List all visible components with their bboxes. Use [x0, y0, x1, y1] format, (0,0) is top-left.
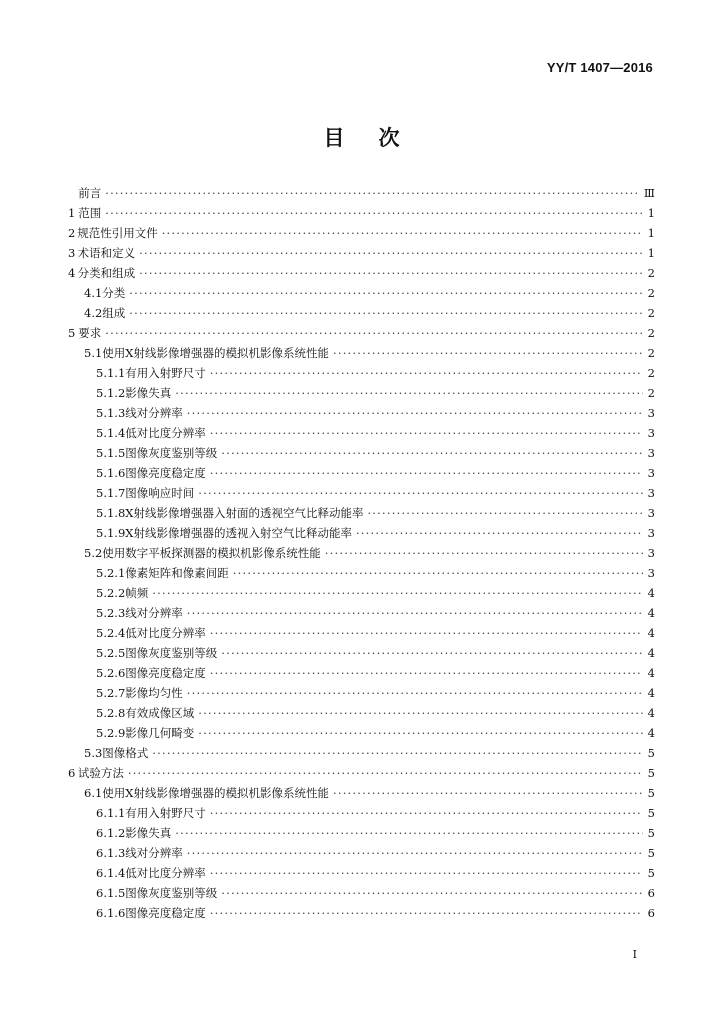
toc-entry[interactable]	[68, 423, 655, 443]
toc-entry-title: 图像灰度鉴别等级	[125, 886, 218, 900]
dot-leader	[129, 303, 643, 323]
toc-entry-title: 低对比度分辨率	[125, 626, 206, 640]
toc-entry-number: 5.3	[84, 746, 103, 760]
toc-entry[interactable]	[68, 183, 655, 203]
toc-entry-page: 4	[647, 666, 655, 680]
toc-entry[interactable]	[68, 663, 655, 683]
dot-leader	[221, 883, 643, 903]
toc-entry-page: 4	[647, 686, 655, 700]
dot-leader	[139, 263, 643, 283]
toc-entry-number: 5.2.1	[96, 566, 126, 580]
toc-entry-page: 3	[647, 566, 655, 580]
toc-entry-page: 2	[647, 306, 655, 320]
dot-leader	[187, 843, 643, 863]
dot-leader	[325, 543, 643, 563]
page-title: 目次	[323, 125, 434, 150]
toc-entry-number: 6.1.6	[96, 906, 126, 920]
toc-entry-number: 5.2.6	[96, 666, 126, 680]
dot-leader	[221, 643, 643, 663]
toc-entry-page: 6	[647, 886, 655, 900]
dot-leader	[210, 423, 643, 443]
toc-entry-number: 6.1.4	[96, 866, 126, 880]
toc-entry-title: 术语和定义	[77, 246, 136, 260]
toc-entry-number: 5	[68, 326, 76, 340]
toc-entry-number: 5.1.5	[96, 446, 126, 460]
toc-entry[interactable]	[68, 203, 655, 223]
toc-entry-page: 1	[647, 226, 655, 240]
dot-leader	[129, 283, 643, 303]
dot-leader	[221, 443, 643, 463]
dot-leader	[210, 663, 643, 683]
toc-entry[interactable]	[68, 263, 655, 283]
toc-entry[interactable]	[68, 403, 655, 423]
toc-entry[interactable]	[68, 603, 655, 623]
dot-leader	[333, 783, 643, 803]
toc-entry-number: 5.2	[84, 546, 103, 560]
toc-entry-title: 像素矩阵和像素间距	[125, 566, 229, 580]
dot-leader	[210, 363, 643, 383]
dot-leader	[175, 383, 643, 403]
toc-entry-page: 3	[647, 546, 655, 560]
dot-leader	[128, 763, 643, 783]
toc-entry-title: 有用入射野尺寸	[125, 806, 206, 820]
toc-entry-page: 4	[647, 606, 655, 620]
toc-entry-page: 6	[647, 906, 655, 920]
toc-entry-page: 2	[647, 266, 655, 280]
dot-leader	[210, 863, 643, 883]
toc-entry-number: 6	[68, 766, 76, 780]
toc-entry-title: X射线影像增强器入射面的透视空气比释动能率	[125, 506, 364, 520]
table-of-contents	[68, 183, 655, 923]
toc-entry-number: 6.1.2	[96, 826, 126, 840]
toc-entry-title: 使用数字平板探测器的模拟机影像系统性能	[102, 546, 321, 560]
toc-entry-page: 2	[647, 386, 655, 400]
dot-leader	[105, 323, 643, 343]
dot-leader	[139, 243, 643, 263]
dot-leader	[187, 403, 643, 423]
toc-entry-page: 3	[647, 466, 655, 480]
dot-leader	[210, 803, 643, 823]
dot-leader	[198, 723, 643, 743]
toc-entry[interactable]	[68, 243, 655, 263]
toc-entry-title: 帧频	[125, 586, 149, 600]
toc-entry-page: 5	[647, 746, 655, 760]
toc-entry-number: 5.1	[84, 346, 103, 360]
toc-entry-page: 2	[647, 326, 655, 340]
toc-entry[interactable]	[68, 683, 655, 703]
dot-leader	[210, 623, 643, 643]
dot-leader	[198, 483, 643, 503]
toc-entry-page: 3	[647, 506, 655, 520]
dot-leader	[356, 523, 643, 543]
toc-entry-page: 4	[647, 586, 655, 600]
toc-entry-number: 3	[68, 246, 76, 260]
toc-entry-title: 使用X射线影像增强器的模拟机影像系统性能	[102, 786, 329, 800]
toc-entry[interactable]	[68, 723, 655, 743]
toc-entry-number: 5.2.4	[96, 626, 126, 640]
toc-entry[interactable]	[68, 643, 655, 663]
toc-entry-number: 5.1.2	[96, 386, 126, 400]
toc-entry-number: 5.1.4	[96, 426, 126, 440]
dot-leader	[175, 823, 643, 843]
toc-entry-title: 低对比度分辨率	[125, 866, 206, 880]
toc-entry[interactable]	[68, 323, 655, 343]
dot-leader	[233, 563, 643, 583]
toc-entry[interactable]	[68, 463, 655, 483]
toc-entry-number: 5.1.1	[96, 366, 126, 380]
toc-entry-page: 3	[647, 486, 655, 500]
dot-leader	[367, 503, 643, 523]
toc-entry[interactable]	[68, 343, 655, 363]
standard-code: YY/T 1407—2016	[546, 60, 653, 75]
toc-entry-page: 1	[647, 206, 655, 220]
toc-entry-number: 5.2.8	[96, 706, 126, 720]
toc-entry-page: 5	[647, 866, 655, 880]
toc-entry-title: 要求	[78, 326, 102, 340]
toc-entry[interactable]	[68, 283, 655, 303]
toc-entry-number: 5.2.3	[96, 606, 126, 620]
toc-entry-title: 前言	[78, 186, 102, 200]
toc-entry-title: 影像均匀性	[125, 686, 183, 700]
toc-entry-title: 有效成像区域	[125, 706, 195, 720]
toc-entry-page: Ⅲ	[643, 186, 655, 200]
toc-entry[interactable]	[68, 383, 655, 403]
toc-entry-title: 图像灰度鉴别等级	[125, 446, 218, 460]
toc-entry-page: 3	[647, 426, 655, 440]
toc-entry-page: 2	[647, 346, 655, 360]
toc-entry-title: 图像灰度鉴别等级	[125, 646, 218, 660]
toc-entry[interactable]	[68, 843, 655, 863]
toc-entry-number: 1	[68, 206, 76, 220]
toc-entry-title: 影像失真	[125, 826, 172, 840]
toc-entry-title: 图像亮度稳定度	[125, 666, 206, 680]
toc-entry-title: 图像亮度稳定度	[125, 466, 206, 480]
dot-leader	[187, 603, 643, 623]
dot-leader	[210, 903, 643, 923]
dot-leader	[187, 683, 643, 703]
toc-entry[interactable]	[68, 363, 655, 383]
toc-entry-title: X射线影像增强器的透视入射空气比释动能率	[125, 526, 352, 540]
toc-entry-title: 图像亮度稳定度	[125, 906, 206, 920]
toc-entry-page: 4	[647, 726, 655, 740]
page-number: Ⅰ	[632, 948, 637, 961]
toc-entry-page: 3	[647, 406, 655, 420]
dot-leader	[198, 703, 643, 723]
toc-entry-number: 5.1.6	[96, 466, 126, 480]
toc-entry[interactable]	[68, 563, 655, 583]
toc-entry[interactable]	[68, 883, 655, 903]
dot-leader	[210, 463, 643, 483]
toc-entry[interactable]	[68, 903, 655, 923]
dot-leader	[152, 583, 643, 603]
toc-entry-page: 1	[647, 246, 655, 260]
toc-entry[interactable]	[68, 783, 655, 803]
toc-entry-title: 规范性引用文件	[77, 226, 158, 240]
toc-entry-number: 6.1.1	[96, 806, 126, 820]
toc-entry-title: 影像几何畸变	[125, 726, 195, 740]
toc-entry-number: 6.1.3	[96, 846, 126, 860]
toc-entry[interactable]	[68, 863, 655, 883]
toc-entry[interactable]	[68, 583, 655, 603]
dot-leader	[333, 343, 643, 363]
toc-entry-number: 6.1.5	[96, 886, 126, 900]
dot-leader	[105, 203, 643, 223]
toc-entry-number: 5.2.5	[96, 646, 126, 660]
toc-entry-number: 4	[68, 266, 76, 280]
toc-entry-number: 5.2.2	[96, 586, 126, 600]
toc-entry-title: 组成	[102, 306, 126, 320]
toc-entry-page: 5	[647, 846, 655, 860]
toc-entry-title: 有用入射野尺寸	[125, 366, 206, 380]
toc-entry-title: 分类	[102, 286, 126, 300]
toc-entry[interactable]	[68, 483, 655, 503]
toc-entry-title: 图像格式	[102, 746, 149, 760]
toc-entry[interactable]	[68, 763, 655, 783]
toc-entry[interactable]	[68, 823, 655, 843]
dot-leader	[105, 183, 640, 203]
toc-entry-page: 3	[647, 446, 655, 460]
toc-entry-title: 分类和组成	[77, 266, 136, 280]
toc-entry-number: 5.2.7	[96, 686, 126, 700]
toc-entry-page: 4	[647, 706, 655, 720]
toc-entry-number: 5.1.8	[96, 506, 126, 520]
toc-entry-number: 4.2	[84, 306, 103, 320]
toc-entry-page: 3	[647, 526, 655, 540]
toc-entry-number: 5.2.9	[96, 726, 126, 740]
toc-entry[interactable]	[68, 523, 655, 543]
toc-entry-number: 5.1.7	[96, 486, 126, 500]
toc-entry-title: 影像失真	[125, 386, 172, 400]
toc-entry-number: 2	[68, 226, 76, 240]
toc-entry-number: 4.1	[84, 286, 103, 300]
toc-entry[interactable]	[68, 503, 655, 523]
toc-entry-page: 5	[647, 826, 655, 840]
toc-entry[interactable]	[68, 443, 655, 463]
toc-entry-title: 范围	[78, 206, 102, 220]
dot-leader	[162, 223, 643, 243]
toc-entry[interactable]	[68, 703, 655, 723]
toc-entry[interactable]	[68, 303, 655, 323]
toc-entry-page: 4	[647, 626, 655, 640]
toc-entry-page: 2	[647, 366, 655, 380]
toc-entry[interactable]	[68, 623, 655, 643]
dot-leader	[152, 743, 643, 763]
toc-entry-title: 图像响应时间	[125, 486, 195, 500]
toc-entry-title: 线对分辨率	[125, 846, 183, 860]
toc-entry-page: 5	[647, 766, 655, 780]
toc-entry-number: 6.1	[84, 786, 103, 800]
toc-entry-page: 4	[647, 646, 655, 660]
toc-entry-number: 5.1.9	[96, 526, 126, 540]
toc-entry[interactable]	[68, 803, 655, 823]
toc-entry-page: 5	[647, 786, 655, 800]
toc-entry-title: 线对分辨率	[125, 406, 183, 420]
toc-entry-number: 5.1.3	[96, 406, 126, 420]
toc-entry-page: 5	[647, 806, 655, 820]
toc-entry[interactable]	[68, 223, 655, 243]
toc-entry-title: 使用X射线影像增强器的模拟机影像系统性能	[102, 346, 329, 360]
toc-entry-title: 线对分辨率	[125, 606, 183, 620]
toc-entry-page: 2	[647, 286, 655, 300]
toc-entry[interactable]	[68, 743, 655, 763]
toc-entry-title: 试验方法	[77, 766, 124, 780]
toc-entry-title: 低对比度分辨率	[125, 426, 206, 440]
toc-entry[interactable]	[68, 543, 655, 563]
